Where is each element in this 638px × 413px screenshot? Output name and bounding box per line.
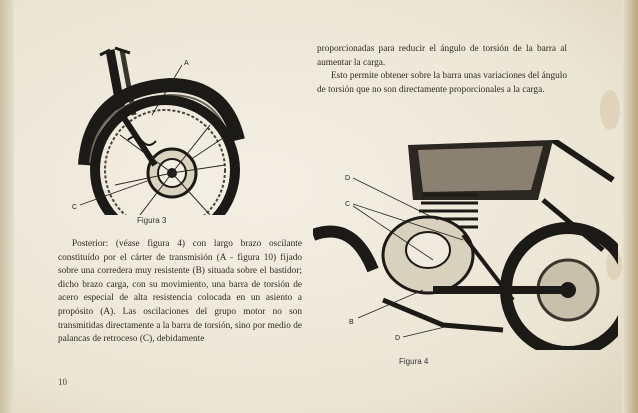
figure-3-label-c: C bbox=[72, 204, 78, 211]
page-number: 10 bbox=[58, 377, 67, 387]
figure-3-label-b: B bbox=[237, 127, 242, 134]
right-paragraph-continuation: proporcionadas para reducir el ángulo de torsión de la barra al aumentar la carga. bbox=[317, 44, 567, 68]
page-right-edge bbox=[622, 0, 638, 413]
paper-stain bbox=[600, 90, 620, 130]
figure-3-front-suspension-illustration bbox=[60, 45, 250, 215]
page-fold-shadow bbox=[0, 0, 14, 413]
right-column-text bbox=[317, 43, 567, 97]
left-column-text bbox=[58, 238, 302, 347]
figure-4-label-c: C bbox=[345, 201, 351, 208]
figure-4-label-d-bottom: D bbox=[395, 335, 401, 342]
figure-3-caption: Figura 3 bbox=[137, 216, 167, 225]
figure-4-rear-suspension-illustration bbox=[313, 140, 618, 350]
figure-4-label-d-top: D bbox=[345, 175, 351, 182]
figure-4-caption: Figura 4 bbox=[399, 357, 429, 366]
right-paragraph: Esto permite obtener sobre la barra unas variaciones del ángulo de torsión que no son directamente proporcionales a la carga. bbox=[317, 71, 567, 95]
figure-3-label-a: A bbox=[184, 60, 189, 67]
figure-4-label-b: B bbox=[349, 319, 354, 326]
left-paragraph-posterior: Posterior: (véase figura 4) con largo brazo oscilante constituído por el cárter de transmisión (A - figura 10) fijado sobre una corredera muy resistente (B) situada sobre el bastidor; dicho brazo carga, con su movimiento, una barra de torsión de acero especial de alta resistencia colocada en un asiento a propósito (A). Las oscilaciones del grupo motor no son transmitidas directamente a la barra de torsión, sino por medio de palancas de retroceso (C), debidamente bbox=[58, 239, 302, 345]
